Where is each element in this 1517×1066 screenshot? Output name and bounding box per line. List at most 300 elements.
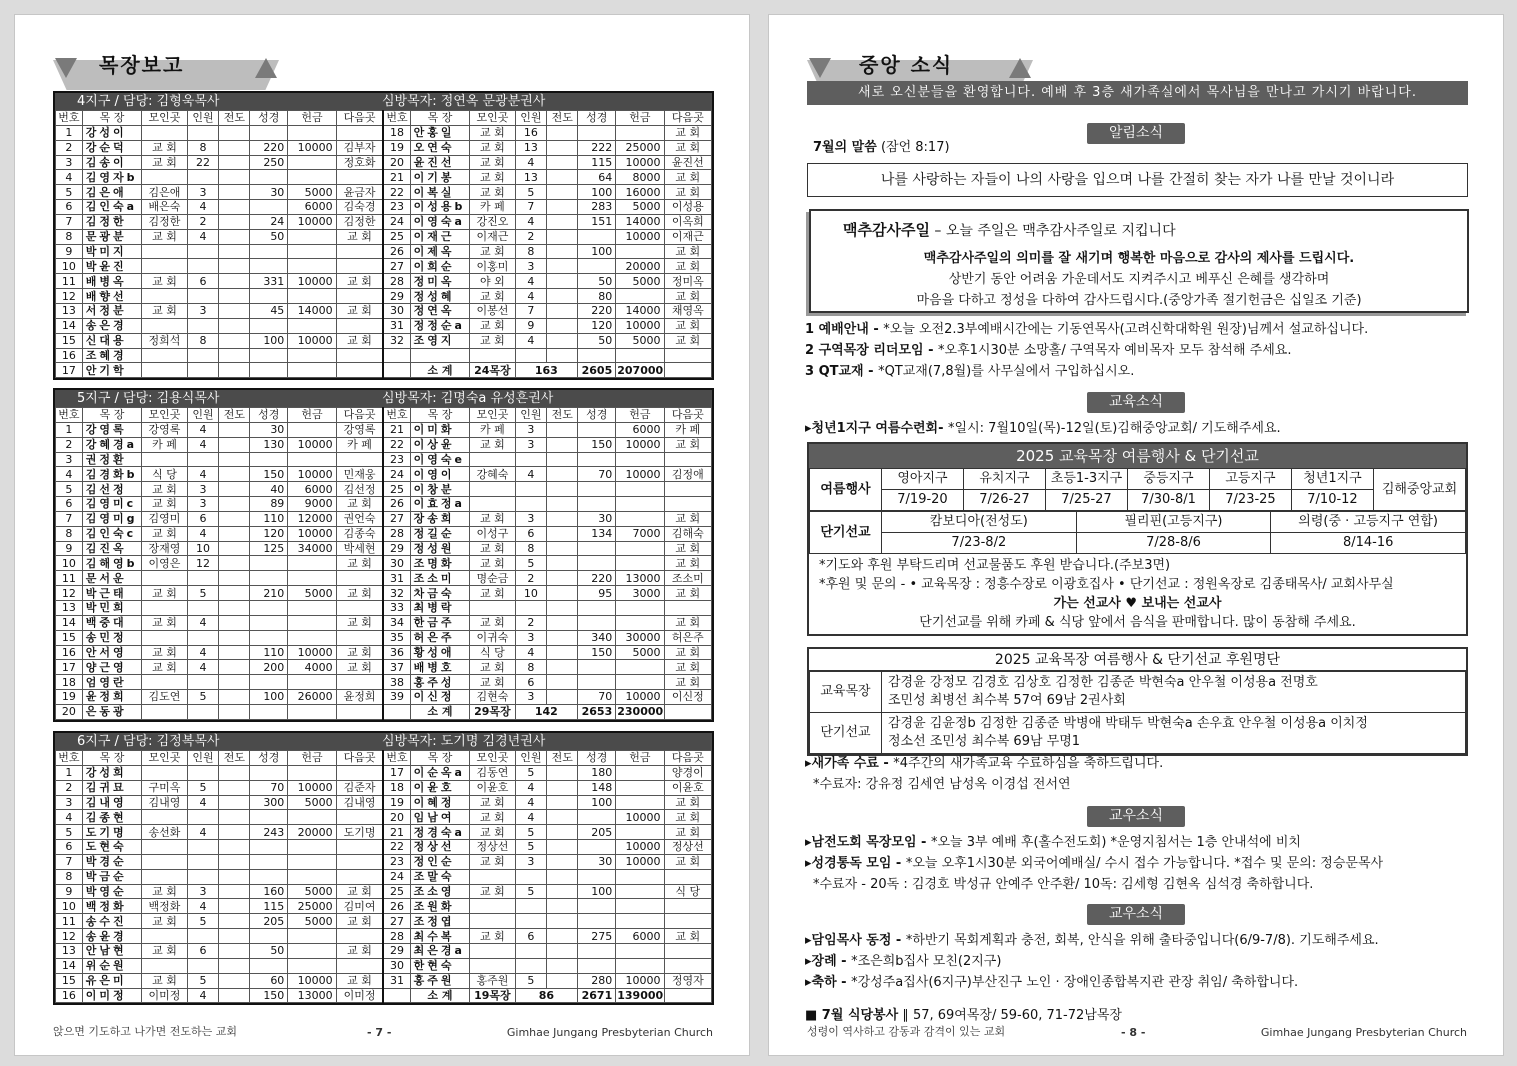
table-cell: 8: [187, 333, 219, 348]
table-cell: 23: [383, 452, 410, 467]
table-row: [56, 497, 712, 512]
table-cell: [336, 854, 383, 869]
table-cell: 교 회: [664, 437, 711, 452]
table-cell: 18: [383, 780, 410, 795]
table-cell: 교 회: [142, 155, 187, 170]
banner-triangle-left: [809, 58, 831, 78]
table-row: [56, 929, 712, 944]
table-cell: [219, 125, 250, 140]
schedule-table: [809, 468, 1466, 511]
table-cell: [515, 943, 547, 958]
verse-box: [807, 163, 1468, 197]
table-cell: [250, 765, 288, 780]
table-cell: 5: [515, 884, 547, 899]
district-table: [53, 388, 714, 722]
table-row: [56, 914, 712, 929]
table-cell: 식 당: [664, 884, 711, 899]
table-cell: [288, 765, 336, 780]
table-cell: [616, 452, 664, 467]
table-cell: 이재근: [470, 229, 515, 244]
table-cell: 6000: [288, 200, 336, 215]
table-cell: 39: [383, 690, 410, 705]
subtotal-mokjang: 19목장: [470, 988, 515, 1003]
mokjang-name: 김해영b: [82, 556, 142, 571]
table-cell: [547, 615, 578, 630]
table-cell: 교 회: [142, 884, 187, 899]
table-cell: [616, 600, 664, 615]
table-cell: 10000: [288, 140, 336, 155]
table-cell: 5000: [288, 884, 336, 899]
table-cell: 13: [515, 170, 547, 185]
mokjang-name: 송은경: [82, 318, 142, 333]
table-cell: 10000: [288, 973, 336, 988]
table-row: [56, 795, 712, 810]
mokjang-name: 정정순a: [410, 318, 470, 333]
table-cell: [547, 452, 578, 467]
table-cell: [470, 958, 515, 973]
column-header: 전도: [219, 408, 250, 423]
table-cell: [288, 840, 336, 855]
table-cell: [664, 899, 711, 914]
table-cell: 14: [56, 958, 83, 973]
table-cell: 12000: [288, 511, 336, 526]
table-cell: [515, 452, 547, 467]
table-cell: 교 회: [470, 556, 515, 571]
mokjang-name: 송수진: [82, 914, 142, 929]
table-cell: [288, 854, 336, 869]
table-cell: 220: [250, 140, 288, 155]
table-cell: 구미옥: [142, 780, 187, 795]
mokjang-name: 엄영란: [82, 675, 142, 690]
table-cell: [187, 840, 219, 855]
mokjang-name: 이효정a: [410, 497, 470, 512]
table-cell: [470, 482, 515, 497]
table-cell: 2: [515, 571, 547, 586]
summer-date: 7/30-8/1: [1128, 490, 1210, 511]
mokjang-name: 강성희: [82, 765, 142, 780]
column-header: 모인곳: [142, 111, 187, 126]
table-cell: [578, 943, 616, 958]
table-cell: 강진오: [470, 214, 515, 229]
table-cell: [578, 840, 616, 855]
footer-motto: 성령이 역사하고 감동과 감격이 있는 교회: [807, 1025, 1006, 1038]
table-row: [56, 958, 712, 973]
mokjang-name: 이성용b: [410, 200, 470, 215]
table-cell: 4: [187, 899, 219, 914]
table-cell: 3: [187, 185, 219, 200]
mokjang-name: 박민희: [82, 600, 142, 615]
table-cell: 양경이: [664, 765, 711, 780]
table-cell: 교 회: [470, 289, 515, 304]
mokjang-name: 홍주성: [410, 675, 470, 690]
table-cell: 교 회: [470, 511, 515, 526]
mokjang-name: 김은애: [82, 185, 142, 200]
table-cell: 교 회: [470, 615, 515, 630]
table-cell: [187, 675, 219, 690]
table-cell: [250, 675, 288, 690]
table-cell: 김내영: [336, 795, 383, 810]
education-pill: 교육소식: [1087, 392, 1185, 413]
table-cell: 18: [383, 125, 410, 140]
subtotal-blank: [383, 363, 410, 378]
congrats-news: ▸축하 - *강성주a집사(6지구)부산진구 노인 · 장애인종합복지관 관장 취임/ 축하합니다.: [805, 975, 1299, 990]
table-cell: 교 회: [142, 645, 187, 660]
table-cell: [470, 943, 515, 958]
mokjang-name: 안홍일: [410, 125, 470, 140]
table-cell: [219, 526, 250, 541]
table-cell: [187, 869, 219, 884]
table-cell: [250, 869, 288, 884]
table-cell: 12: [56, 929, 83, 944]
mokjang-name: 정인순: [410, 854, 470, 869]
pastor-news: ▸담임목사 동정 - *하반기 목회계획과 충전, 회복, 안식을 위해 출타중입니다(6/9-7/8). 기도해주세요.: [805, 933, 1379, 948]
table-cell: [547, 690, 578, 705]
summer-date: 7/19-20: [882, 490, 964, 511]
table-cell: 교 회: [336, 660, 383, 675]
table-cell: [142, 600, 187, 615]
table-cell: 16: [56, 348, 83, 363]
thanksgiving-box: [809, 209, 1469, 313]
table-cell: [219, 185, 250, 200]
table-cell: 4: [515, 214, 547, 229]
summer-date: 7/23-25: [1210, 490, 1292, 511]
table-cell: [219, 348, 250, 363]
table-cell: 15: [56, 630, 83, 645]
table-cell: [547, 958, 578, 973]
table-cell: 교 회: [470, 333, 515, 348]
table-cell: [336, 259, 383, 274]
column-header: 모인곳: [470, 111, 515, 126]
table-cell: [219, 600, 250, 615]
mokjang-name: 윤진선: [410, 155, 470, 170]
column-header: 다음곳: [664, 751, 711, 766]
table-cell: 교 회: [336, 229, 383, 244]
table-cell: 20: [383, 155, 410, 170]
notice-worship: 1 예배안내 - *오늘 오전2.3부예배시간에는 기동연목사(고려신학대학원 원장)님께서 설교하십니다.: [805, 322, 1369, 337]
table-cell: [187, 318, 219, 333]
table-cell: [219, 422, 250, 437]
schedule-note: *기도와 후원 부탁드리며 선교물품도 후원 받습니다.(주보3면): [819, 558, 1171, 573]
table-cell: 4: [515, 289, 547, 304]
table-row: [56, 600, 712, 615]
table-cell: [547, 840, 578, 855]
table-cell: [187, 289, 219, 304]
table-cell: 김정애: [664, 467, 711, 482]
table-cell: 김미여: [336, 899, 383, 914]
table-cell: 64: [578, 170, 616, 185]
table-cell: 이홍미: [470, 259, 515, 274]
table-cell: 13000: [288, 988, 336, 1003]
table-cell: [578, 810, 616, 825]
table-cell: 29: [383, 541, 410, 556]
table-cell: [219, 660, 250, 675]
table-cell: 14000: [616, 214, 664, 229]
table-row: [56, 289, 712, 304]
table-cell: 김정한: [336, 214, 383, 229]
schedule-note: 단기선교를 위해 카페 & 식당 앞에서 음식을 판매합니다. 많이 동참해 주세요.: [919, 615, 1356, 630]
table-cell: 1: [56, 422, 83, 437]
table-cell: 교 회: [664, 795, 711, 810]
table-cell: [187, 810, 219, 825]
table-cell: 10000: [616, 318, 664, 333]
table-cell: 교 회: [470, 586, 515, 601]
table-cell: [288, 348, 336, 363]
table-cell: [616, 541, 664, 556]
table-cell: 3000: [616, 586, 664, 601]
table-cell: [547, 825, 578, 840]
table-cell: [664, 600, 711, 615]
table-cell: 교 회: [470, 929, 515, 944]
table-cell: [547, 214, 578, 229]
mokjang-name: 허은주: [410, 630, 470, 645]
table-cell: 교 회: [470, 170, 515, 185]
schedule-notes: [809, 554, 1466, 634]
table-cell: [547, 274, 578, 289]
subtotal-people: 86: [515, 988, 578, 1003]
mokjang-name: 김종현: [82, 810, 142, 825]
table-cell: 교 회: [470, 660, 515, 675]
table-cell: 115: [578, 155, 616, 170]
table-cell: [578, 125, 616, 140]
table-cell: 24: [250, 214, 288, 229]
table-cell: 34000: [288, 541, 336, 556]
table-cell: 교 회: [142, 274, 187, 289]
table-cell: [219, 914, 250, 929]
table-cell: [250, 200, 288, 215]
table-cell: 정호화: [336, 155, 383, 170]
table-cell: [664, 914, 711, 929]
table-cell: [187, 170, 219, 185]
table-cell: 장재영: [142, 541, 187, 556]
table-cell: 17: [56, 363, 83, 378]
table-cell: [187, 571, 219, 586]
mokjang-name: 도현숙: [82, 840, 142, 855]
table-cell: [547, 675, 578, 690]
column-header: 성경: [578, 751, 616, 766]
table-cell: 교 회: [470, 854, 515, 869]
table-cell: [578, 556, 616, 571]
table-cell: [616, 914, 664, 929]
subtotal-blank: [383, 988, 410, 1003]
table-cell: 222: [578, 140, 616, 155]
table-cell: [288, 452, 336, 467]
table-cell: 이성용: [664, 200, 711, 215]
table-cell: [219, 958, 250, 973]
mokjang-name: 박근태: [82, 586, 142, 601]
mokjang-name: 송민정: [82, 630, 142, 645]
table-cell: 4: [515, 645, 547, 660]
table-cell: 교 회: [664, 541, 711, 556]
table-cell: 5: [515, 185, 547, 200]
table-cell: [142, 765, 187, 780]
table-row: [56, 274, 712, 289]
table-cell: 교 회: [336, 274, 383, 289]
table-cell: 4: [56, 467, 83, 482]
table-row: [56, 571, 712, 586]
table-cell: 10000: [288, 214, 336, 229]
table-cell: 11: [56, 571, 83, 586]
table-cell: 야 외: [470, 274, 515, 289]
table-cell: [250, 452, 288, 467]
table-cell: 6000: [288, 482, 336, 497]
mokjang-name: 이윤호: [410, 780, 470, 795]
table-cell: 23: [383, 200, 410, 215]
table-row: [56, 675, 712, 690]
district-visitors: 심방목자: 도기명 김경년권사: [382, 734, 546, 749]
table-cell: 134: [578, 526, 616, 541]
table-cell: 30: [383, 303, 410, 318]
table-cell: [142, 854, 187, 869]
table-cell: [219, 869, 250, 884]
mokjang-name: 김영미c: [82, 497, 142, 512]
table-cell: 15: [56, 333, 83, 348]
table-cell: 3: [515, 630, 547, 645]
table-cell: [470, 914, 515, 929]
table-cell: [219, 274, 250, 289]
table-cell: [616, 511, 664, 526]
table-cell: [187, 958, 219, 973]
table-cell: 교 회: [142, 586, 187, 601]
table-cell: [616, 899, 664, 914]
table-row: [56, 214, 712, 229]
table-row: [56, 200, 712, 215]
table-cell: 4: [187, 615, 219, 630]
table-cell: [142, 571, 187, 586]
district-grid: [55, 750, 712, 1003]
table-cell: 정영자: [664, 973, 711, 988]
table-cell: 이성구: [470, 526, 515, 541]
table-cell: 18: [56, 675, 83, 690]
summer-schedule: [807, 442, 1468, 636]
table-cell: 김정한: [142, 214, 187, 229]
table-cell: [219, 988, 250, 1003]
mokjang-name: 이기봉: [410, 170, 470, 185]
table-cell: [547, 943, 578, 958]
mission-date: 8/14-16: [1271, 533, 1466, 554]
members-news-pill: 교우소식: [1087, 806, 1185, 827]
table-cell: 28: [383, 274, 410, 289]
table-cell: 26: [383, 497, 410, 512]
summer-date: 7/26-27: [964, 490, 1046, 511]
table-cell: 9: [56, 244, 83, 259]
table-cell: 8: [515, 244, 547, 259]
table-cell: [336, 929, 383, 944]
mokjang-name: 조명화: [410, 556, 470, 571]
table-cell: 70: [578, 467, 616, 482]
table-cell: [187, 704, 219, 719]
table-cell: 5: [187, 586, 219, 601]
table-cell: [547, 200, 578, 215]
table-row: [56, 825, 712, 840]
table-cell: 70: [250, 780, 288, 795]
table-cell: 배은숙: [142, 200, 187, 215]
table-cell: 32: [383, 333, 410, 348]
table-cell: 250: [250, 155, 288, 170]
table-cell: [219, 556, 250, 571]
column-header: 인원: [187, 111, 219, 126]
table-cell: [664, 348, 711, 363]
district-header: [55, 390, 712, 407]
table-cell: 5000: [288, 914, 336, 929]
table-cell: 5: [56, 185, 83, 200]
table-cell: 4: [187, 467, 219, 482]
column-header: 번호: [56, 751, 83, 766]
table-cell: [288, 929, 336, 944]
table-cell: [470, 497, 515, 512]
table-cell: 6: [515, 526, 547, 541]
table-cell: [547, 185, 578, 200]
table-cell: 9: [56, 884, 83, 899]
mokjang-name: 은동광: [82, 704, 142, 719]
table-cell: 2: [56, 140, 83, 155]
table-cell: 교 회: [142, 943, 187, 958]
column-header: 헌금: [288, 111, 336, 126]
table-cell: [187, 125, 219, 140]
banner-triangle-right: [1009, 58, 1031, 78]
table-cell: [219, 437, 250, 452]
table-cell: [219, 170, 250, 185]
table-cell: 16: [56, 988, 83, 1003]
table-cell: 윤진선: [664, 155, 711, 170]
column-header: 인원: [187, 408, 219, 423]
table-cell: 교 회: [664, 244, 711, 259]
table-cell: [250, 259, 288, 274]
table-row: [56, 333, 712, 348]
mokjang-name: 김영자b: [82, 170, 142, 185]
table-cell: 김준자: [336, 780, 383, 795]
table-cell: 교 회: [336, 914, 383, 929]
table-cell: [187, 854, 219, 869]
table-cell: [547, 155, 578, 170]
district-visitors: 심방목자: 김명숙a 유성흔권사: [382, 391, 554, 406]
table-cell: [142, 259, 187, 274]
table-cell: [547, 571, 578, 586]
table-cell: [219, 810, 250, 825]
table-row: [56, 840, 712, 855]
footer-church-name: Gimhae Jungang Presbyterian Church: [1260, 1026, 1467, 1039]
table-cell: 10000: [288, 274, 336, 289]
table-cell: 교 회: [470, 318, 515, 333]
table-cell: 5: [515, 840, 547, 855]
table-cell: 7: [515, 200, 547, 215]
table-cell: [664, 958, 711, 973]
table-cell: 교 회: [470, 140, 515, 155]
table-cell: 교 회: [664, 854, 711, 869]
table-cell: 21: [383, 422, 410, 437]
table-cell: [219, 244, 250, 259]
table-cell: 이미정: [336, 988, 383, 1003]
table-cell: 5: [56, 482, 83, 497]
table-cell: 6: [515, 929, 547, 944]
table-cell: [547, 645, 578, 660]
table-cell: 19: [383, 140, 410, 155]
table-cell: 김부자: [336, 140, 383, 155]
table-cell: [547, 437, 578, 452]
table-cell: 200: [250, 660, 288, 675]
table-cell: [547, 348, 578, 363]
subtotal-people: 163: [515, 363, 578, 378]
table-cell: 12: [187, 556, 219, 571]
mokjang-name: 이신정: [410, 690, 470, 705]
table-row: [56, 899, 712, 914]
table-cell: [515, 497, 547, 512]
table-cell: 45: [250, 303, 288, 318]
subtotal-bible: 2671: [578, 988, 616, 1003]
funeral-news: ▸장례 - *조은희b집사 모친(2지구): [805, 954, 1002, 969]
table-cell: [288, 318, 336, 333]
table-cell: [219, 363, 250, 378]
table-cell: [250, 348, 288, 363]
